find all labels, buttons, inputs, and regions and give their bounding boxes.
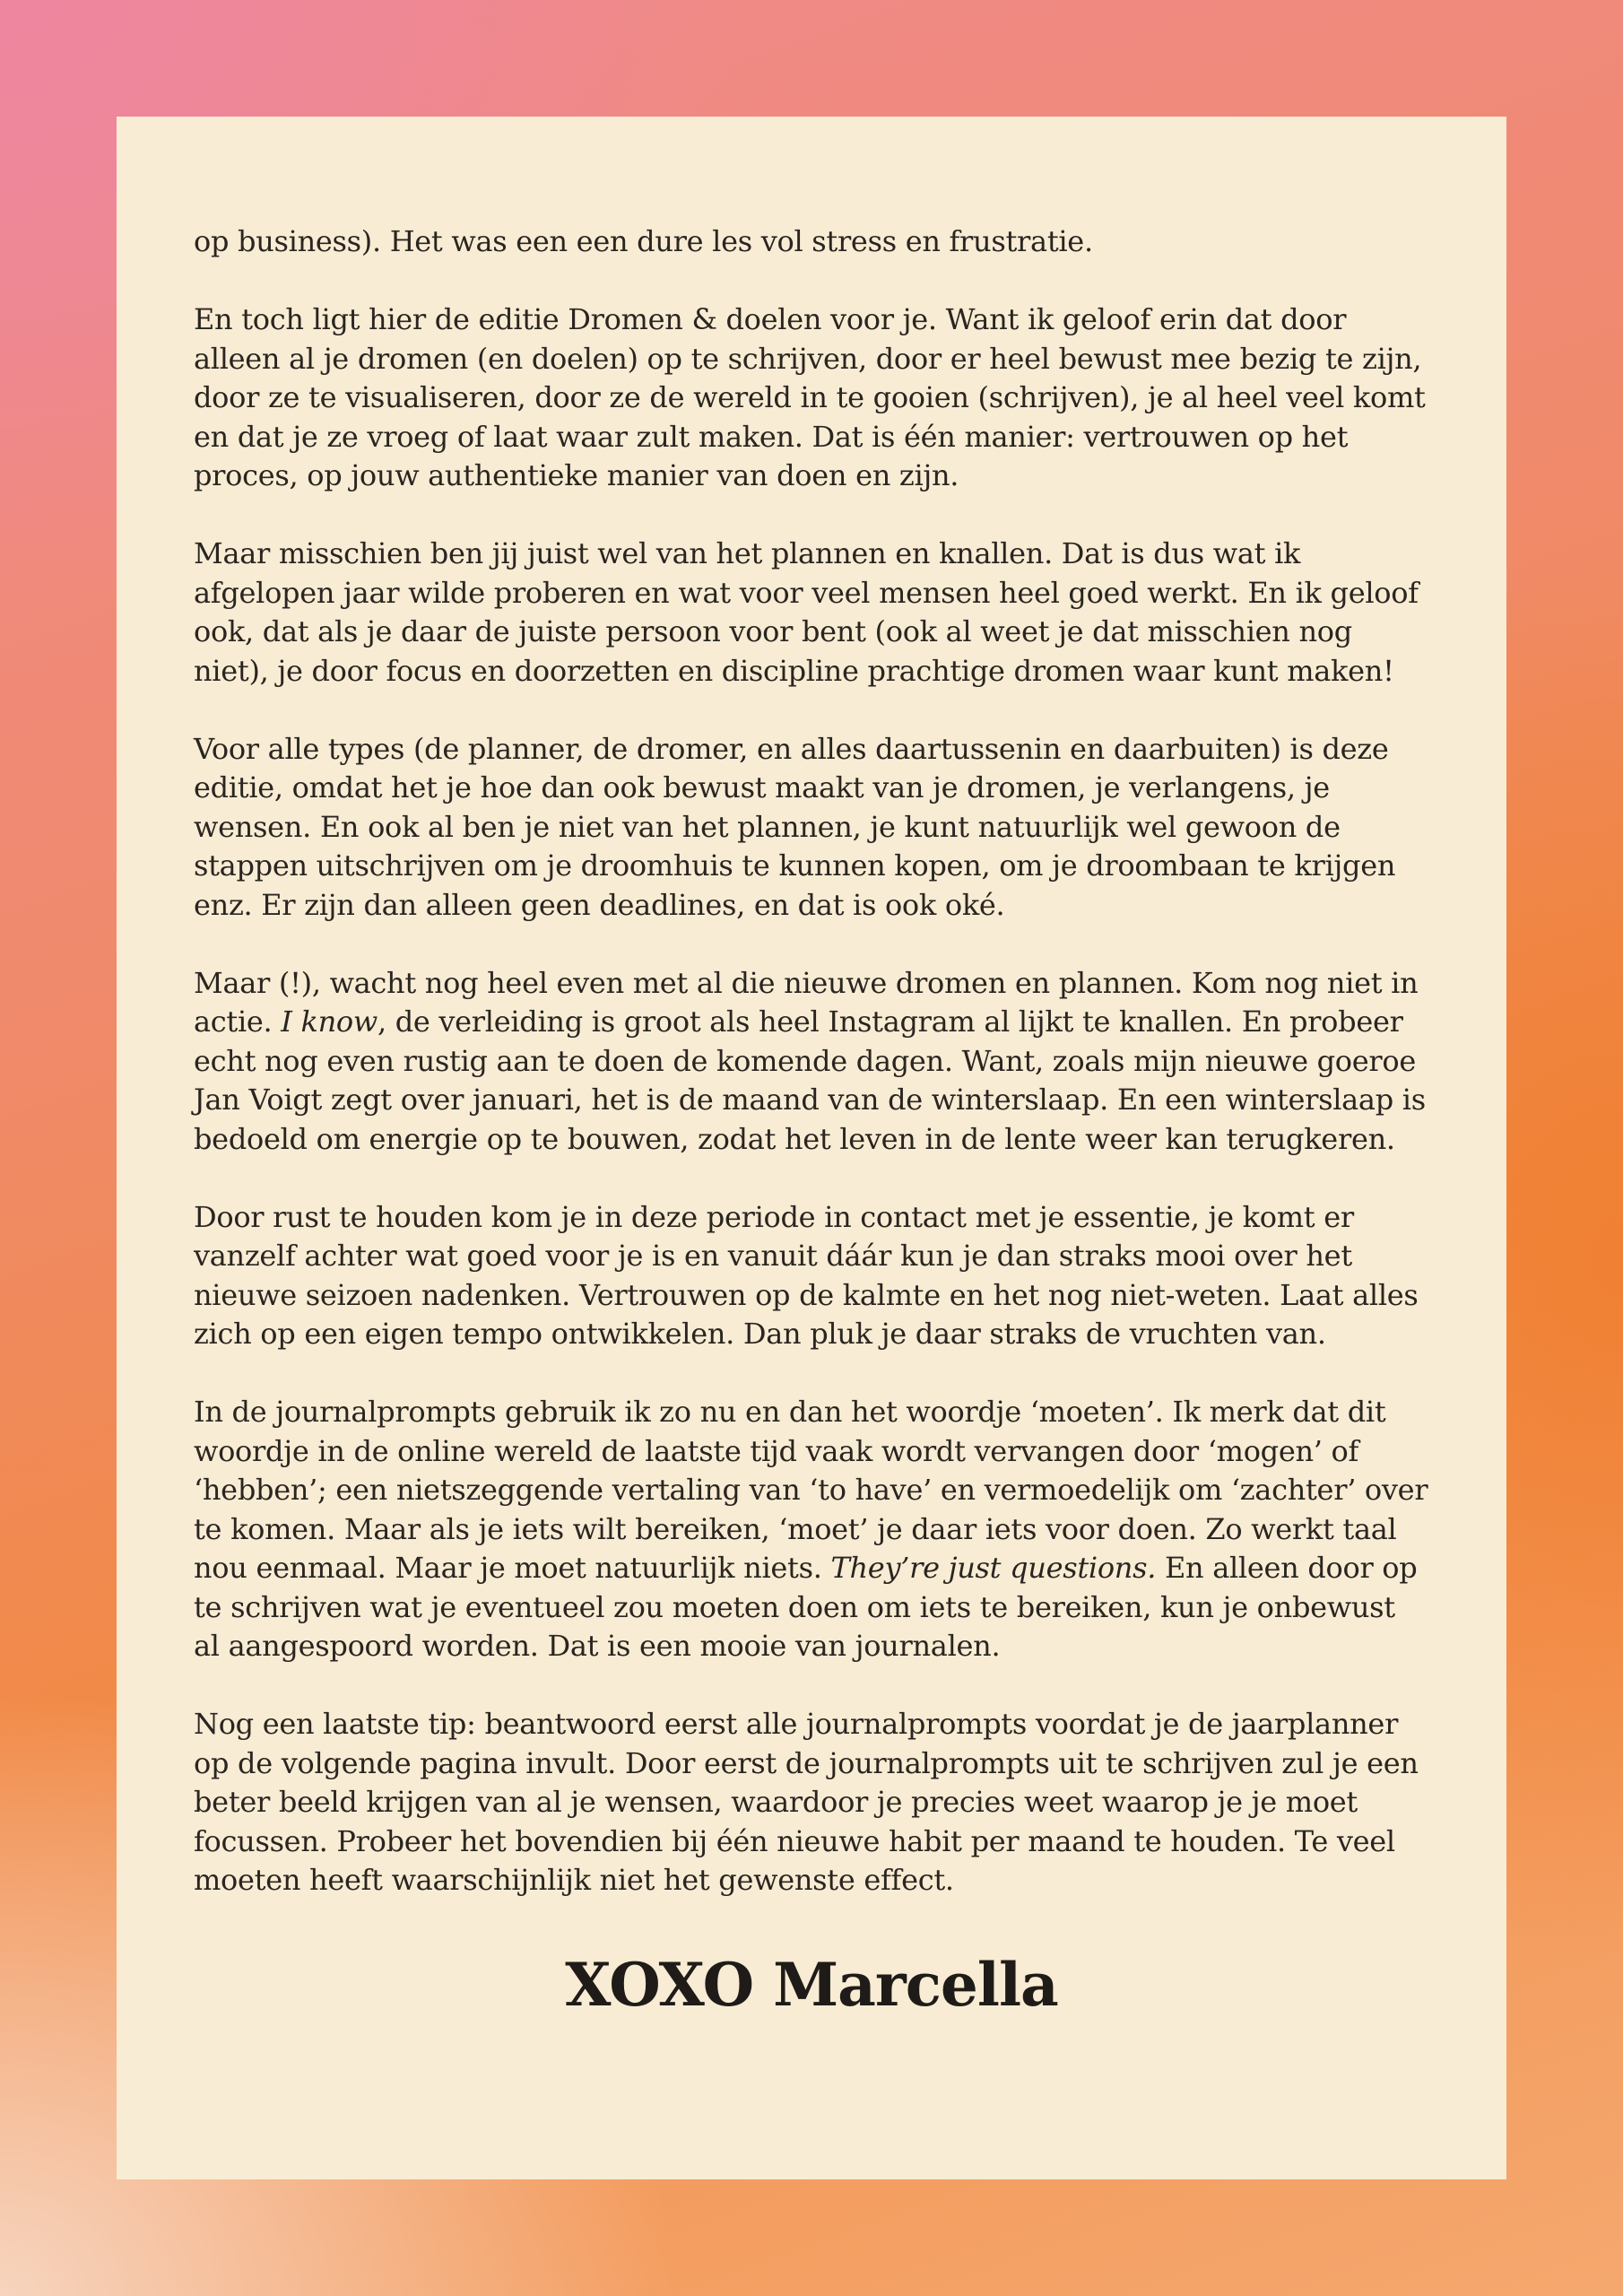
paragraph-6: [194, 1198, 1429, 1354]
paragraph-6-text: Door rust te houden kom je in deze periode in contact met je essentie, je komt er vanzelf achter wat goed voor je is en vanuit dáár kun je dan straks mooi over het nieuwe seizoen nadenken. Vertrouwen op de kalmte en het nog niet-weten. Laat alles zich op een eigen tempo ontwikkelen. Dan pluk je daar straks de vruchten van.: [194, 1199, 1419, 1351]
paragraph-4-text: Voor alle types (de planner, de dromer, en alles daartussenin en daarbuiten) is deze editie, omdat het je hoe dan ook bewust maakt van je dromen, je verlangens, je wensen. En ook al ben je niet van het plannen, je kunt natuurlijk wel gewoon de stappen uitschrijven om je droomhuis te kunnen kopen, om je droombaan te krijgen enz. Er zijn dan alleen geen deadlines, en dat is ook oké.: [194, 731, 1396, 922]
paragraph-7-text-start: In de journalprompts gebruik ik zo nu en dan het woordje ‘moeten’. Ik merk dat dit woordje in de online wereld de laatste tijd vaak wordt vervangen door ‘mogen’ of ‘hebben’; een nietszeggende vertaling van ‘to have’ en vermoedelijk om ‘zachter’ over te komen. Maar als je iets wilt bereiken, ‘moet’ je daar iets voor doen. Zo werkt taal nou eenmaal. Maar je moet natuurlijk niets.: [194, 1395, 1428, 1585]
paragraph-5: [194, 964, 1429, 1160]
paragraph-3: [194, 535, 1429, 691]
signature: XOXO Marcella: [565, 1949, 1058, 2020]
paragraph-8: [194, 1705, 1429, 1900]
paragraph-7: [194, 1393, 1429, 1666]
paragraph-8-text: Nog een laatste tip: beantwoord eerst alle journalprompts voordat je de jaarplanner op de volgende pagina invult. Door eerst de journalprompts uit te schrijven zul je een beter beeld krijgen van al je wensen, waardoor je precies weet waarop je je moet focussen. Probeer het bovendien bij één nieuwe habit per maand te houden. Te veel moeten heeft waarschijnlijk niet het gewenste effect.: [194, 1707, 1419, 1897]
paragraph-2-text: En toch ligt hier de editie Dromen & doelen voor je. Want ik geloof erin dat door alleen al je dromen (en doelen) op te schrijven, door er heel bewust mee bezig te zijn, door ze te visualiseren, door ze de wereld in te gooien (schrijven), je al heel veel komt en dat je ze vroeg of laat waar zult maken. Dat is één manier: vertrouwen op het proces, op jouw authentieke manier van doen en zijn.: [194, 302, 1426, 492]
paragraph-4: [194, 730, 1429, 926]
paragraph-7-text-end: En alleen door op te schrijven wat je eventueel zou moeten doen om iets te bereiken, kun je onbewust al aangespoord worden. Dat is een mooie van journalen.: [194, 1551, 1418, 1663]
letter-body: [194, 222, 1429, 1900]
paragraph-1-text: op business). Het was een een dure les vol stress en frustratie.: [194, 224, 1093, 258]
paragraph-1: [194, 222, 1429, 262]
paragraph-5-italic: I know: [281, 1004, 378, 1039]
paragraph-3-text: Maar misschien ben jij juist wel van het plannen en knallen. Dat is dus wat ik afgelopen jaar wilde proberen en wat voor veel mensen heel goed werkt. En ik geloof ook, dat als je daar de juiste persoon voor bent (ook al weet je dat misschien nog niet), je door focus en doorzetten en discipline prachtige dromen waar kunt maken!: [194, 536, 1419, 688]
paragraph-5-text-start: Maar (!), wacht nog heel even met al die nieuwe dromen en plannen. Kom nog niet in actie.: [194, 965, 1419, 1039]
paragraph-2: [194, 300, 1429, 496]
paragraph-7-italic: They’re just questions.: [830, 1551, 1157, 1585]
paragraph-5-text-end: , de verleiding is groot als heel Instagram al lijkt te knallen. En probeer echt nog even rustig aan te doen de komende dagen. Want, zoals mijn nieuwe goeroe Jan Voigt zegt over januari, het is de maand van de winterslaap. En een winterslaap is bedoeld om energie op te bouwen, zodat het leven in de lente weer kan terugkeren.: [194, 1004, 1426, 1156]
letter-page: [117, 117, 1506, 2179]
